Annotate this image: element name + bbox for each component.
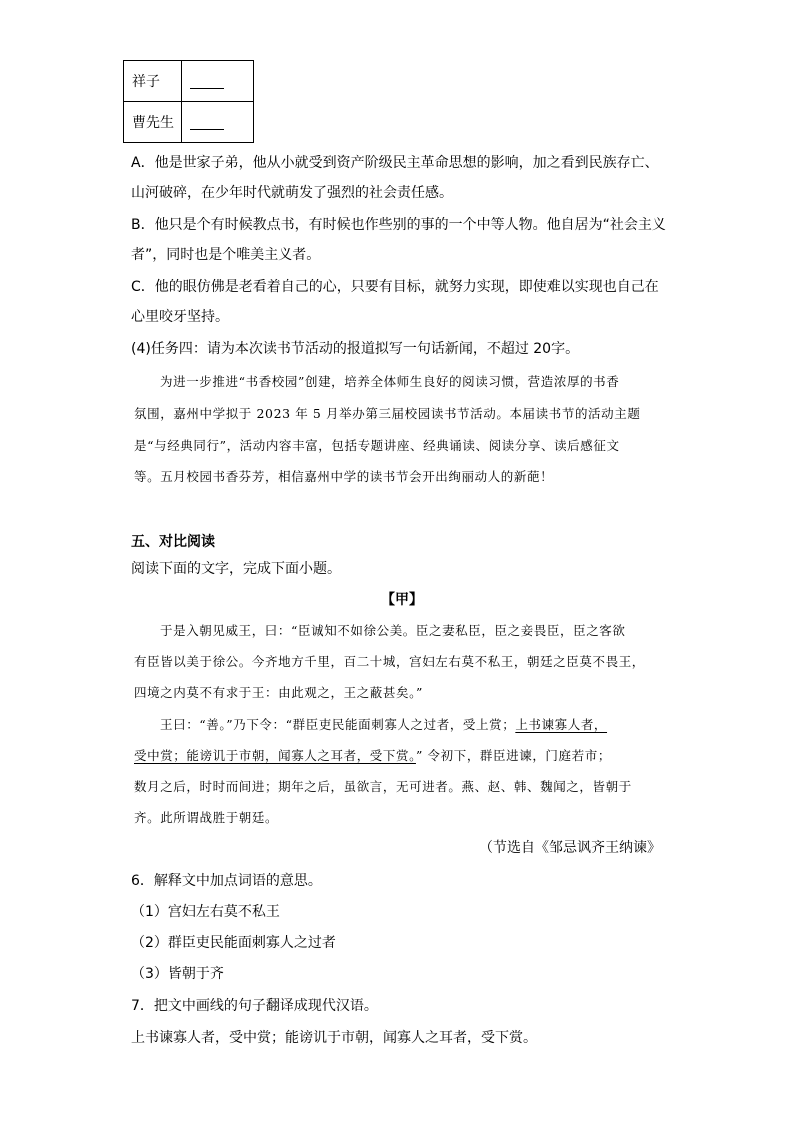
option-c-line1: C．他的眼仿佛是老看着自己的心，只要有目标，就努力实现，即使难以实现也自己在: [131, 279, 659, 295]
answer-blank-line: [190, 115, 224, 130]
q6-stem: 6．解释文中加点词语的意思。: [131, 873, 322, 889]
passage-p2-line2-text: ” 令初下，群臣进谏，门庭若市；: [415, 748, 611, 763]
passage-title: 【甲】: [381, 592, 423, 608]
answer-blank-cell[interactable]: [182, 102, 254, 143]
table-row: [124, 102, 254, 143]
q6-item3: （3）皆朝于齐: [131, 966, 224, 982]
passage-p2-line1: [160, 715, 607, 735]
underlined-sentence-part1: 上书谏寡人者，: [515, 717, 608, 732]
passage-p2-line1-text: 王曰：“善。”乃下令：“群臣吏民能面刺寡人之过者，受上赏；: [160, 717, 516, 732]
section5-heading: 五、对比阅读: [131, 534, 215, 550]
passage-p1-line1: 于是入朝见威王，曰：“臣诚知不如徐公美。臣之妻私臣，臣之妾畏臣，臣之客欲: [160, 623, 626, 638]
q7-stem: 7．把文中画线的句子翻译成现代汉语。: [131, 998, 378, 1014]
character-answer-table: [123, 60, 254, 143]
task4-material-line3: 是“与经典同行”，活动内容丰富，包括专题讲座、经典诵读、阅读分享、读后感征文: [134, 438, 620, 453]
answer-blank-line: [190, 74, 224, 89]
character-name-cell: 曹先生: [124, 102, 182, 143]
underlined-sentence-part2: 受中赏；能谤讥于市朝，闻寡人之耳者，受下赏。: [134, 748, 416, 763]
passage-p1-line2: 有臣皆以美于徐公。今齐地方千里，百二十城，宫妇左右莫不私王，朝廷之臣莫不畏王，: [134, 654, 645, 669]
q6-item2: （2）群臣吏民能面刺寡人之过者: [131, 935, 336, 951]
option-b-line2: 者”，同时也是个唯美主义者。: [131, 247, 321, 263]
task4-material-line1: 为进一步推进“书香校园”创建，培养全体师生良好的阅读习惯，营造浓厚的书香: [160, 374, 620, 389]
option-c-line2: 心里咬牙坚持。: [131, 309, 229, 325]
passage-source: （节选自《邹忌讽齐王纳谏》: [479, 840, 661, 856]
option-a-line2: 山河破碎，在少年时代就萌发了强烈的社会责任感。: [131, 185, 453, 201]
passage-p2-line3: 数月之后，时时而间进；期年之后，虽欲言，无可进者。燕、赵、韩、魏闻之，皆朝于: [134, 779, 632, 794]
passage-p1-line3: 四境之内莫不有求于王：由此观之，王之蔽甚矣。”: [134, 685, 423, 700]
passage-p2-line4: 齐。此所谓战胜于朝廷。: [134, 810, 279, 825]
task4-material-line4: 等。五月校园书香芬芳，相信嘉州中学的读书节会开出绚丽动人的新葩！: [134, 469, 554, 484]
task4-question: (4)任务四：请为本次读书节活动的报道拟写一句话新闻，不超过 20字。: [131, 341, 580, 357]
table-row: [124, 61, 254, 102]
answer-blank-cell[interactable]: [182, 61, 254, 102]
task4-material-line2: 氛围，嘉州中学拟于 2023 年 5 月举办第三届校园读书节活动。本届读书节的活动主题: [134, 406, 641, 421]
option-a-line1: A．他是世家子弟，他从小就受到资产阶级民主革命思想的影响，加之看到民族存亡、: [131, 155, 659, 171]
passage-p2-line2: [134, 746, 611, 766]
section5-instruction: 阅读下面的文字，完成下面小题。: [131, 561, 341, 577]
character-name-cell: 祥子: [124, 61, 182, 102]
q6-item1: （1）宫妇左右莫不私王: [131, 904, 280, 920]
option-b-line1: B．他只是个有时候教点书，有时候也作些别的事的一个中等人物。他自居为“社会主义: [131, 217, 666, 233]
q7-sentence: 上书谏寡人者，受中赏；能谤讥于市朝，闻寡人之耳者，受下赏。: [131, 1030, 537, 1046]
